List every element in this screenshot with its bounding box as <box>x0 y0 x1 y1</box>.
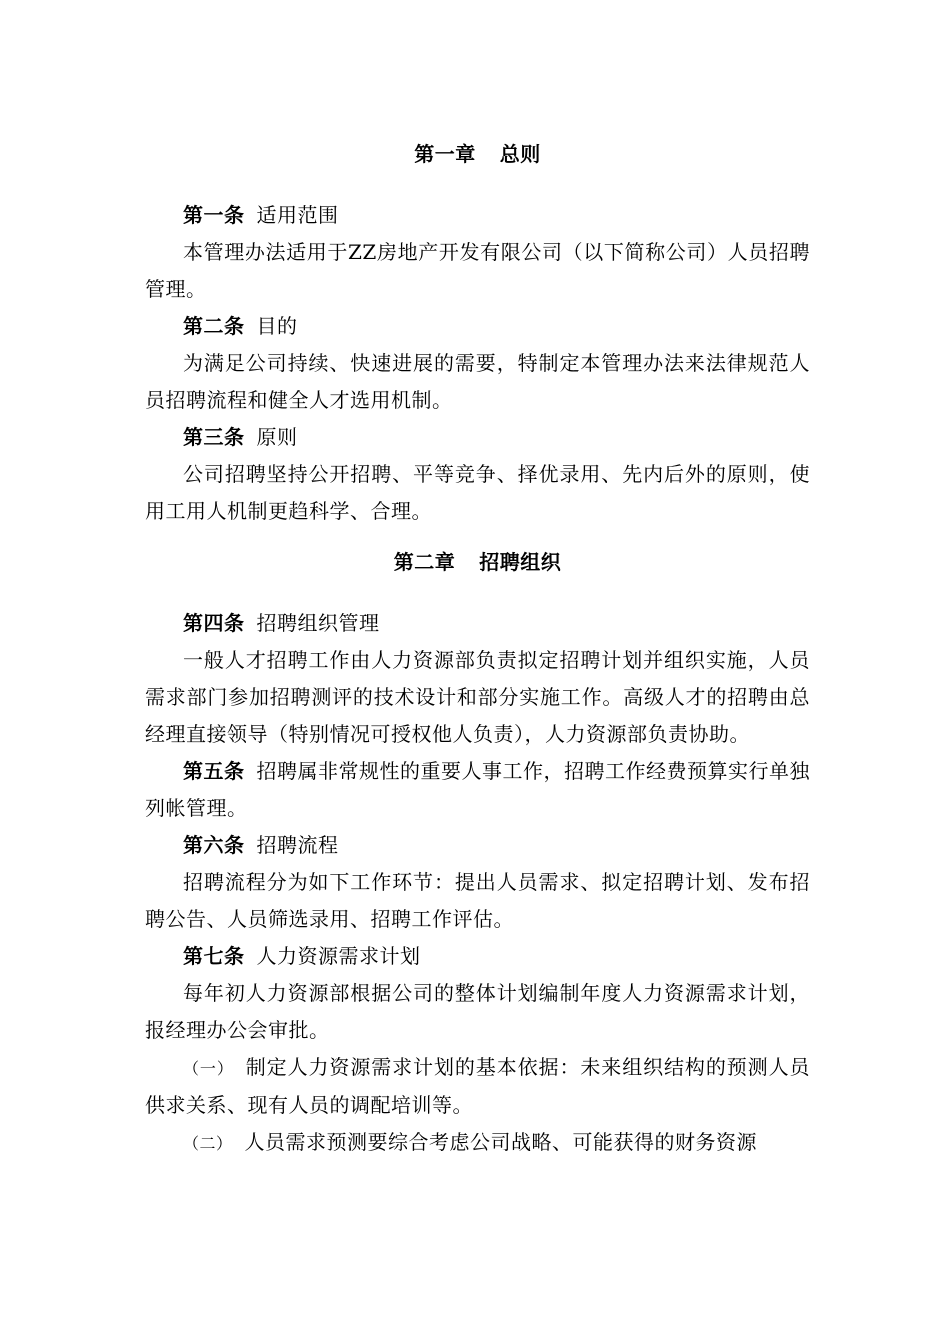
chapter-label: 第二章 <box>393 550 456 574</box>
item-number: （一） <box>183 1059 234 1078</box>
item-text: 人员需求预测要综合考虑公司战略、可能获得的财务资源 <box>244 1130 758 1154</box>
article-4-heading <box>145 605 810 642</box>
article-3-body: 公司招聘坚持公开招聘、平等竞争、择优录用、先内后外的原则，使用工用人机制更趋科学、合理。 <box>145 462 810 523</box>
article-6-heading <box>145 827 810 864</box>
article-title: 招聘组织管理 <box>256 611 380 635</box>
article-label: 第五条 <box>183 759 245 783</box>
article-4-body: 一般人才招聘工作由人力资源部负责拟定招聘计划并组织实施，人员需求部门参加招聘测评的技术设计和部分实施工作。高级人才的招聘由总经理直接领导（特别情况可授权他人负责），人力资源部负责协助。 <box>145 648 810 746</box>
article-label: 第七条 <box>183 944 245 968</box>
chapter-title: 总则 <box>499 142 541 166</box>
article-label: 第一条 <box>183 203 245 227</box>
article-label: 第六条 <box>183 833 245 857</box>
article-title: 人力资源需求计划 <box>256 944 421 968</box>
chapter-title: 招聘组织 <box>479 550 562 574</box>
article-text: 招聘属非常规性的重要人事工作，招聘工作经费预算实行单独列帐管理。 <box>145 759 810 820</box>
article-title: 原则 <box>256 425 298 449</box>
document-body <box>145 136 810 1162</box>
article-3-heading <box>145 419 810 456</box>
article-label: 第四条 <box>183 611 245 635</box>
item-number: （二） <box>183 1134 233 1153</box>
article-1-heading <box>145 197 810 234</box>
item-text: 制定人力资源需求计划的基本依据：未来组织结构的预测人员供求关系、现有人员的调配培训等。 <box>145 1055 810 1117</box>
article-7-item-1 <box>145 1049 810 1124</box>
article-title: 目的 <box>256 314 298 338</box>
chapter-label: 第一章 <box>414 142 476 166</box>
chapter-heading-2 <box>145 544 810 581</box>
article-title: 招聘流程 <box>256 833 339 857</box>
article-7-body: 每年初人力资源部根据公司的整体计划编制年度人力资源需求计划，报经理办公会审批。 <box>145 981 810 1042</box>
article-7-item-2 <box>145 1124 810 1162</box>
article-title: 适用范围 <box>256 203 339 227</box>
article-label: 第二条 <box>183 314 245 338</box>
chapter-heading-1 <box>145 136 810 173</box>
article-2-heading <box>145 308 810 345</box>
article-5 <box>145 753 810 827</box>
article-1-body: 本管理办法适用于ZZ房地产开发有限公司（以下简称公司）人员招聘管理。 <box>145 240 810 301</box>
article-6-body: 招聘流程分为如下工作环节：提出人员需求、拟定招聘计划、发布招聘公告、人员筛选录用、招聘工作评估。 <box>145 870 810 931</box>
article-label: 第三条 <box>183 425 245 449</box>
article-7-heading <box>145 938 810 975</box>
article-2-body: 为满足公司持续、快速进展的需要，特制定本管理办法来法律规范人员招聘流程和健全人才选用机制。 <box>145 351 810 412</box>
